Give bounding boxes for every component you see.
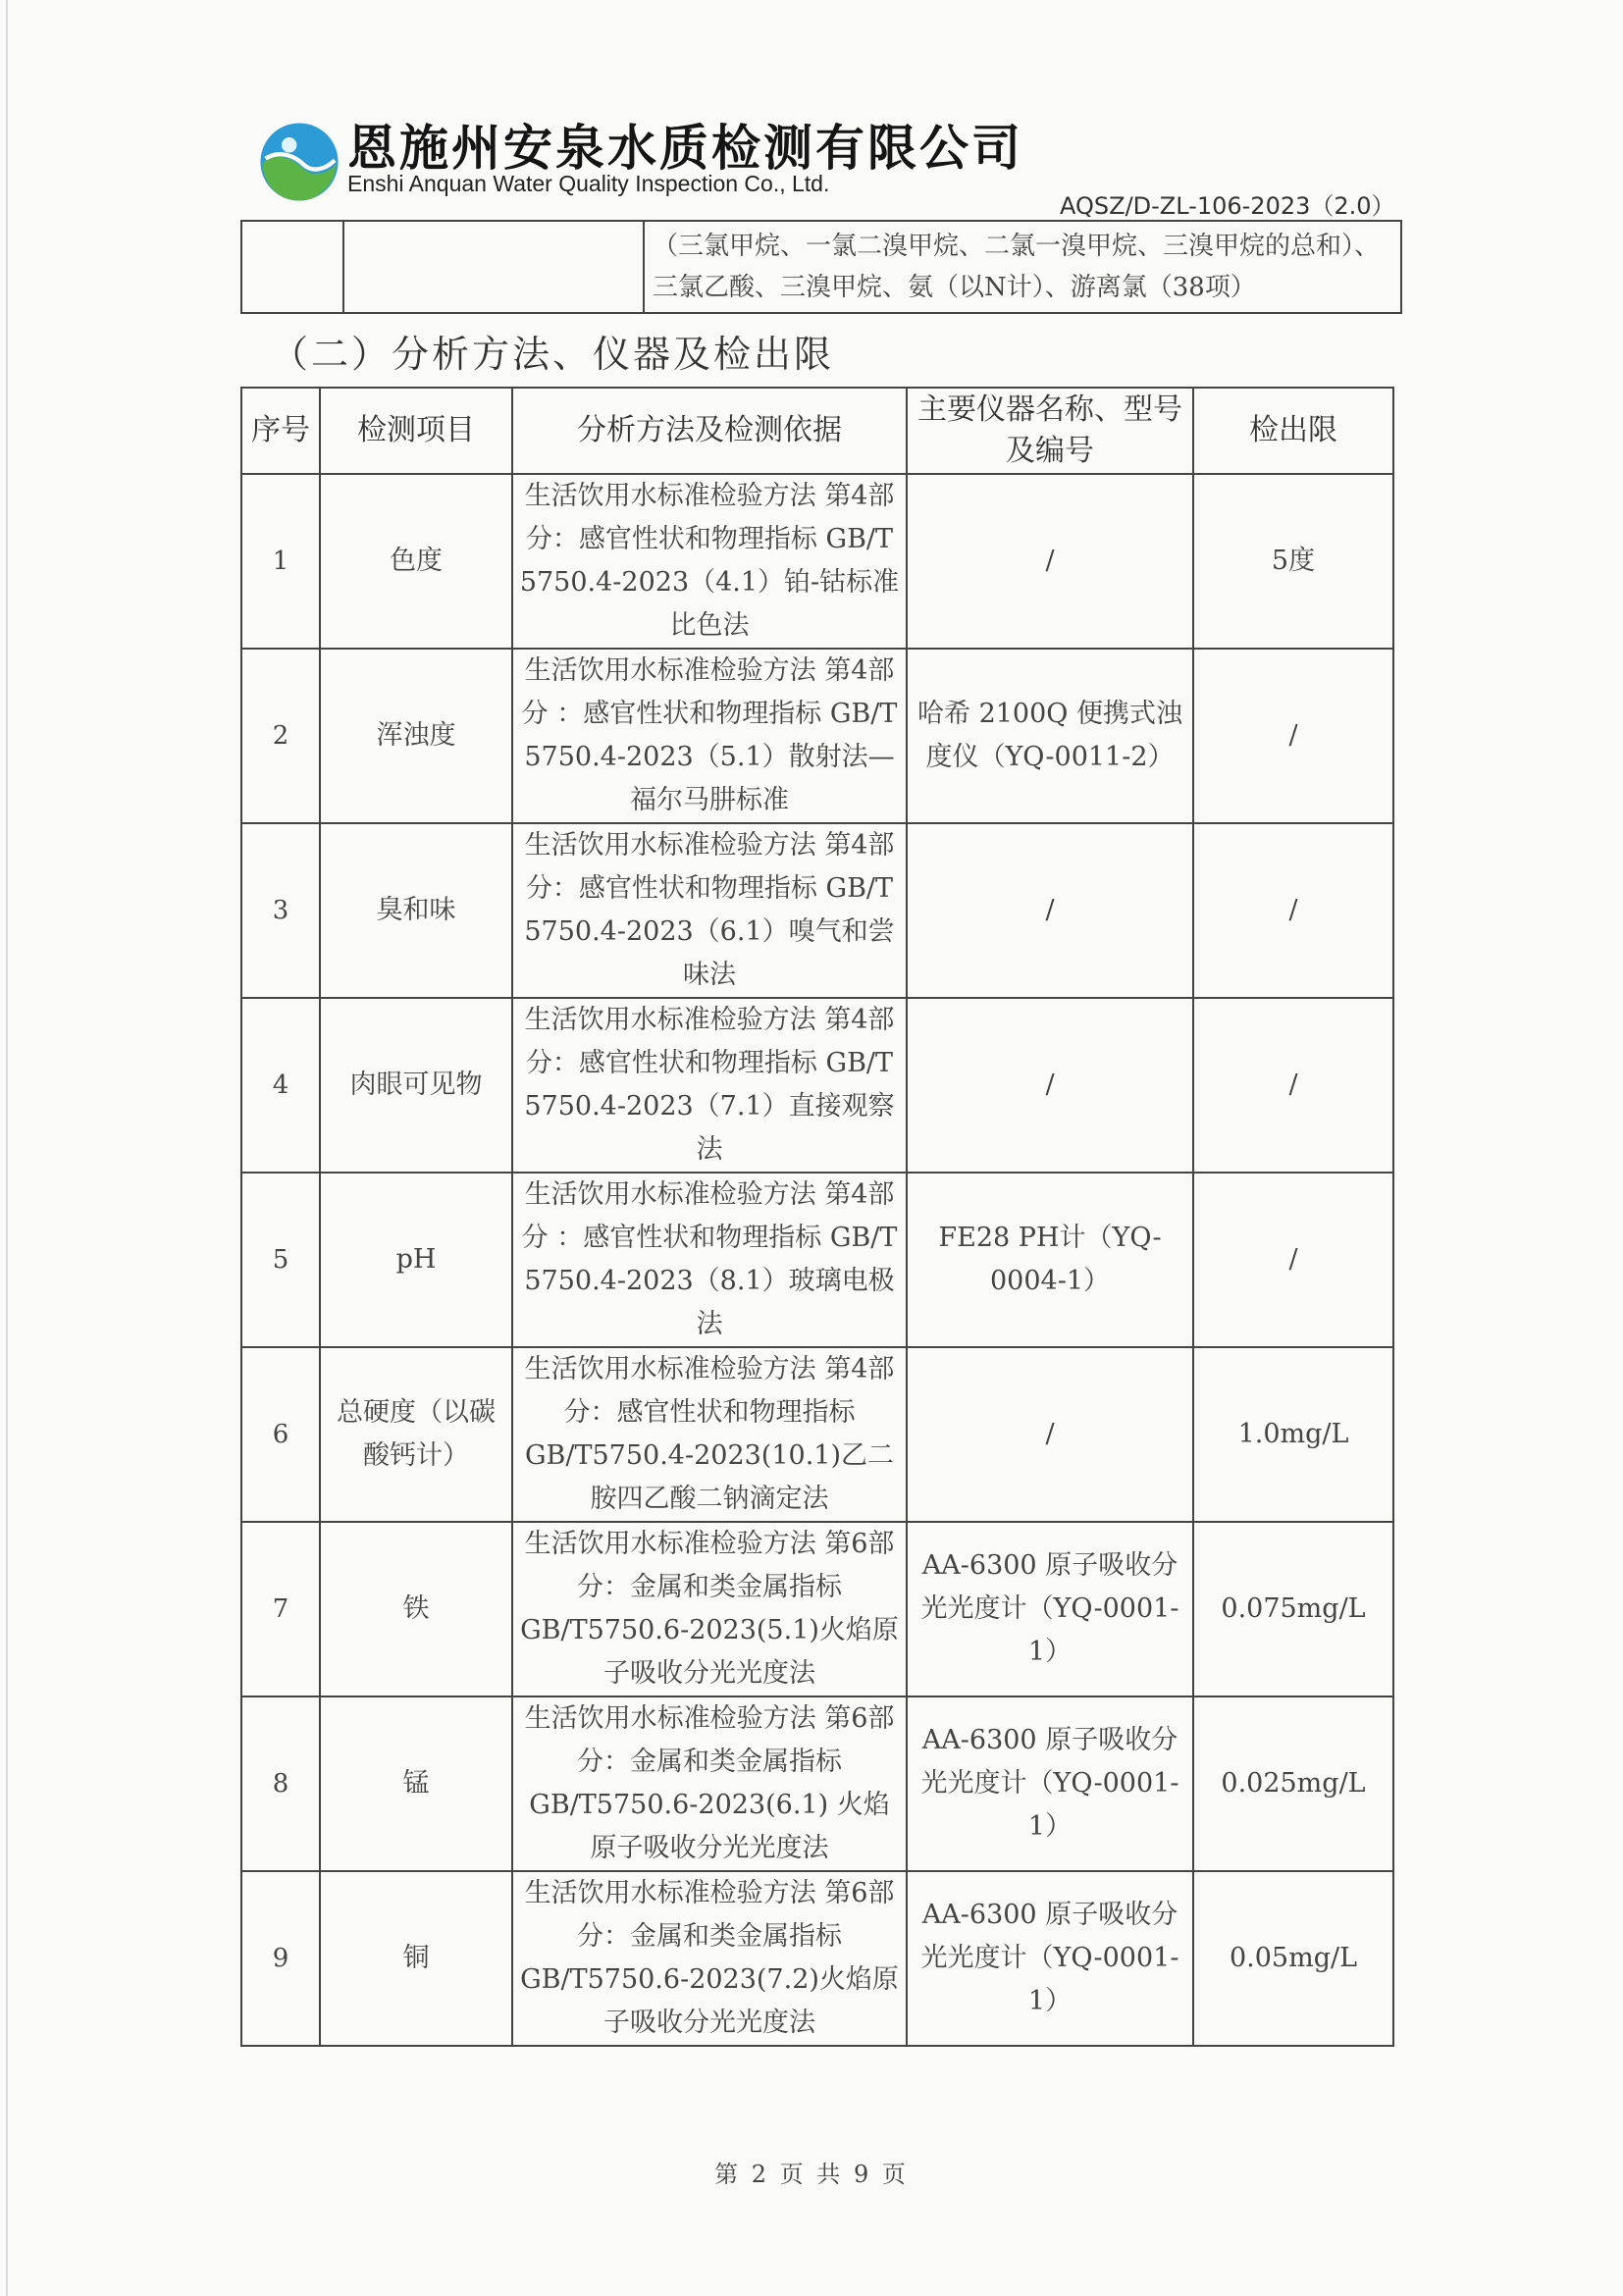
empty-cell: [343, 221, 644, 313]
table-row: [241, 649, 1393, 823]
instrument-cell: /: [907, 998, 1193, 1173]
item-cell: 铁: [320, 1522, 512, 1696]
document-code: AQSZ/D-ZL-106-2023（2.0）: [1060, 192, 1395, 220]
company-name-en: Enshi Anquan Water Quality Inspection Co., Ltd.: [347, 171, 830, 196]
continued-table-fragment: [240, 220, 1402, 314]
table-row: [241, 998, 1393, 1173]
item-cell: 浑浊度: [320, 649, 512, 823]
seq-cell: 1: [241, 474, 320, 649]
seq-cell: 4: [241, 998, 320, 1173]
limit-cell: 0.05mg/L: [1193, 1871, 1393, 2046]
company-name-cn: 恩施州安泉水质检测有限公司: [347, 120, 1023, 177]
instrument-cell: AA-6300 原子吸收分光光度计（YQ-0001-1）: [907, 1696, 1193, 1871]
seq-cell: 8: [241, 1696, 320, 1871]
page-header: [257, 110, 1395, 220]
table-row: [241, 1871, 1393, 2046]
item-cell: 铜: [320, 1871, 512, 2046]
company-logo-icon: [257, 120, 341, 204]
table-header-row: [241, 388, 1393, 474]
table-row: [241, 1522, 1393, 1696]
table-row: [241, 823, 1393, 998]
continued-cell-text: （三氯甲烷、一氯二溴甲烷、二氯一溴甲烷、三溴甲烷的总和）、三氯乙酸、三溴甲烷、氨（以N计）、游离氯（38项）: [644, 221, 1401, 313]
limit-cell: /: [1193, 649, 1393, 823]
instrument-cell: /: [907, 1347, 1193, 1522]
table-row: [241, 1696, 1393, 1871]
table-row: [241, 1173, 1393, 1347]
seq-cell: 6: [241, 1347, 320, 1522]
instrument-cell: FE28 PH计（YQ-0004-1）: [907, 1173, 1193, 1347]
page-number: 第 2 页 共 9 页: [714, 2161, 909, 2188]
method-cell: 生活饮用水标准检验方法 第4部分：感官性状和物理指标 GB/T 5750.4-2023（4.1）铂-钴标准比色法: [512, 474, 907, 649]
item-cell: 总硬度（以碳酸钙计）: [320, 1347, 512, 1522]
method-cell: 生活饮用水标准检验方法 第4部分：感官性状和物理指标 GB/T 5750.4-2023（7.1）直接观察法: [512, 998, 907, 1173]
instrument-cell: AA-6300 原子吸收分光光度计（YQ-0001-1）: [907, 1522, 1193, 1696]
instrument-cell: AA-6300 原子吸收分光光度计（YQ-0001-1）: [907, 1871, 1193, 2046]
seq-cell: 9: [241, 1871, 320, 2046]
limit-cell: 5度: [1193, 474, 1393, 649]
method-cell: 生活饮用水标准检验方法 第4部分 ：感官性状和物理指标 GB/T 5750.4-2023（5.1）散射法—福尔马肼标准: [512, 649, 907, 823]
item-cell: 色度: [320, 474, 512, 649]
table-row: [241, 474, 1393, 649]
method-cell: 生活饮用水标准检验方法 第6部分：金属和类金属指标 GB/T5750.6-2023(6.1) 火焰原子吸收分光光度法: [512, 1696, 907, 1871]
seq-cell: 3: [241, 823, 320, 998]
header-method: 分析方法及检测依据: [512, 388, 907, 474]
instrument-cell: 哈希 2100Q 便携式浊度仪（YQ-0011-2）: [907, 649, 1193, 823]
instrument-cell: /: [907, 823, 1193, 998]
method-cell: 生活饮用水标准检验方法 第4部分 ：感官性状和物理指标 GB/T 5750.4-2023（8.1）玻璃电极法: [512, 1173, 907, 1347]
item-cell: 锰: [320, 1696, 512, 1871]
header-seq: 序号: [241, 388, 320, 474]
limit-cell: /: [1193, 1173, 1393, 1347]
item-cell: pH: [320, 1173, 512, 1347]
seq-cell: 7: [241, 1522, 320, 1696]
page-edge: [6, 0, 8, 2296]
item-cell: 臭和味: [320, 823, 512, 998]
header-limit: 检出限: [1193, 388, 1393, 474]
header-item: 检测项目: [320, 388, 512, 474]
table-row: [241, 1347, 1393, 1522]
seq-cell: 5: [241, 1173, 320, 1347]
limit-cell: /: [1193, 823, 1393, 998]
limit-cell: 1.0mg/L: [1193, 1347, 1393, 1522]
methods-table: [240, 387, 1394, 2047]
instrument-cell: /: [907, 474, 1193, 649]
section-title: （二）分析方法、仪器及检出限: [271, 333, 835, 376]
limit-cell: /: [1193, 998, 1393, 1173]
method-cell: 生活饮用水标准检验方法 第6部分：金属和类金属指标 GB/T5750.6-2023(5.1)火焰原子吸收分光光度法: [512, 1522, 907, 1696]
seq-cell: 2: [241, 649, 320, 823]
limit-cell: 0.025mg/L: [1193, 1696, 1393, 1871]
method-cell: 生活饮用水标准检验方法 第4部分：感官性状和物理指标 GB/T 5750.4-2023（6.1）嗅气和尝味法: [512, 823, 907, 998]
method-cell: 生活饮用水标准检验方法 第4部分：感官性状和物理指标 GB/T5750.4-2023(10.1)乙二胺四乙酸二钠滴定法: [512, 1347, 907, 1522]
limit-cell: 0.075mg/L: [1193, 1522, 1393, 1696]
header-instrument: 主要仪器名称、型号及编号: [907, 388, 1193, 474]
empty-cell: [241, 221, 343, 313]
item-cell: 肉眼可见物: [320, 998, 512, 1173]
method-cell: 生活饮用水标准检验方法 第6部分：金属和类金属指标 GB/T5750.6-2023(7.2)火焰原子吸收分光光度法: [512, 1871, 907, 2046]
